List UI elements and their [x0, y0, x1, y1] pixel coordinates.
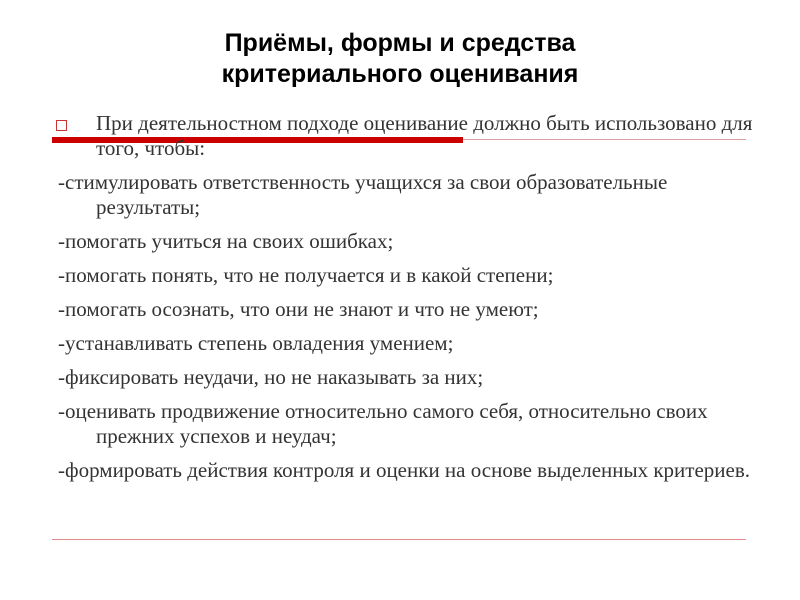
list-item: -формировать действия контроля и оценки на основе выделенных критериев.: [58, 458, 751, 482]
list-item: -стимулировать ответственность учащихся за свои образовательные результаты;: [58, 170, 668, 219]
title-line-2: критериального оценивания: [221, 60, 579, 88]
slide-title: [0, 28, 800, 90]
list-item: -устанавливать степень овладения умением;: [58, 331, 454, 355]
bottom-divider: [52, 539, 746, 540]
list-item: -помогать осознать, что они не знают и что не умеют;: [58, 297, 539, 321]
slide-body: [58, 111, 758, 492]
list-item: -помогать учиться на своих ошибках;: [58, 229, 394, 253]
list-item: -помогать понять, что не получается и в какой степени;: [58, 263, 554, 287]
title-line-1: Приёмы, формы и средства: [224, 29, 576, 57]
intro-paragraph: При деятельностном подходе оценивание должно быть использовано для того, чтобы:: [96, 111, 753, 160]
list-item: -оценивать продвижение относительно самого себя, относительно своих прежних успехов и неудач;: [58, 399, 708, 448]
list-item: -фиксировать неудачи, но не наказывать за них;: [58, 365, 484, 389]
